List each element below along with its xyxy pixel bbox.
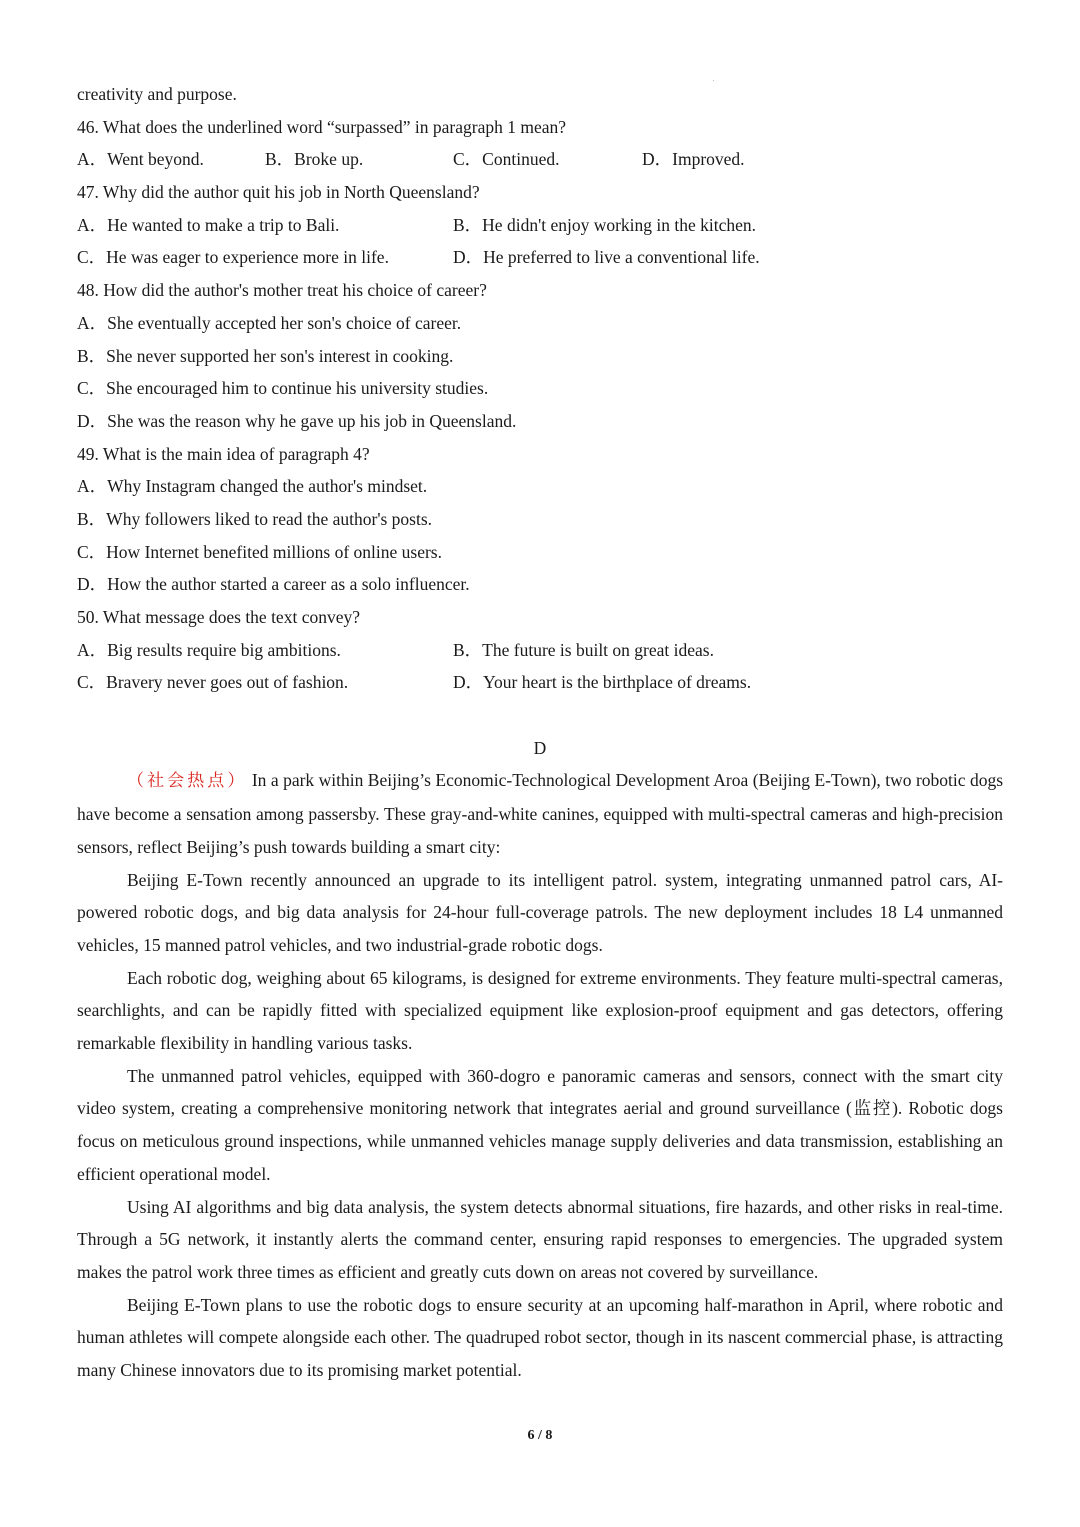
option-c: C．Continued. — [453, 149, 560, 170]
options-46 — [77, 143, 1003, 176]
passage-paragraph-5: Using AI algorithms and big data analysis, the system detects abnormal situations, fire hazards, and other risks in real-time. Through a 5G network, it instantly alerts the command center, ensuring rapid responses to emergencies. The upgraded system makes the patrol work three times as efficient and greatly cuts down on areas not covered by surveillance. — [77, 1196, 1003, 1282]
option-c: C．Bravery never goes out of fashion. — [77, 672, 349, 693]
option-c: C．How Internet benefited millions of online users. — [77, 541, 442, 562]
question-49: 49. What is the main idea of paragraph 4? — [77, 443, 370, 464]
option-c: C．She encouraged him to continue his university studies. — [77, 378, 489, 399]
passage-paragraph-3: Each robotic dog, weighing about 65 kilograms, is designed for extreme environments. They feature multi-spectral cameras, searchlights, and can be rapidly fitted with specialized equipment like explosion-proof equipment and gas detectors, offering remarkable flexibility in handling various tasks. — [77, 967, 1003, 1054]
option-d: D．How the author started a career as a solo influencer. — [77, 574, 470, 595]
passage-paragraph-1 — [77, 764, 1003, 863]
option-c: C．He was eager to experience more in life. — [77, 247, 389, 268]
question-47: 47. Why did the author quit his job in North Queensland? — [77, 182, 480, 203]
option-a: A．Went beyond. — [77, 149, 204, 170]
pre-text: creativity and purpose. — [77, 84, 237, 104]
option-a: A．She eventually accepted her son's choice of career. — [77, 312, 462, 333]
option-a: A．Big results require big ambitions. — [77, 639, 341, 660]
options-50-row2 — [77, 666, 1003, 699]
passage-paragraph-2: Beijing E-Town recently announced an upgrade to its intelligent patrol. system, integrating unmanned patrol cars, AI-powered robotic dogs, and big data analysis for 24-hour full-coverage patrols. The new deployment includes 18 L4 unmanned vehicles, 15 manned patrol vehicles, and two industrial-grade robotic dogs. — [77, 869, 1003, 955]
option-a: A．He wanted to make a trip to Bali. — [77, 214, 340, 235]
exam-page — [77, 78, 1003, 1387]
section-heading: D — [533, 737, 547, 758]
option-d: D．She was the reason why he gave up his job in Queensland. — [77, 410, 517, 431]
paragraph-text: In a park within Beijing’s Economic-Technological Development Aroa (Beijing E-Town), two robotic dogs have become a sensation among passersby. These gray-and-white canines, equipped with multi-spectral cameras and high-precision sensors, reflect Beijing’s push towards building a smart city: — [77, 770, 1004, 857]
option-b: B．The future is built on great ideas. — [453, 639, 714, 660]
question-46: 46. What does the underlined word “surpassed” in paragraph 1 mean? — [77, 116, 567, 137]
option-a: A．Why Instagram changed the author's mindset. — [77, 476, 428, 497]
option-d: D．He preferred to live a conventional life. — [453, 247, 760, 268]
option-b: B．Why followers liked to read the author's posts. — [77, 508, 433, 529]
question-48: 48. How did the author's mother treat his choice of career? — [77, 280, 487, 301]
option-b: B．He didn't enjoy working in the kitchen. — [453, 214, 757, 235]
options-47-row1 — [77, 209, 1003, 242]
passage-paragraph-6: Beijing E-Town plans to use the robotic dogs to ensure security at an upcoming half-marathon in April, where robotic and human athletes will compete alongside each other. The quadruped robot sector, though in its nascent commercial phase, is attracting many Chinese innovators due to its promising market potential. — [77, 1294, 1003, 1381]
passage-paragraph-4: The unmanned patrol vehicles, equipped with 360-dogro e panoramic cameras and sensors, connect with the smart city video system, creating a comprehensive monitoring network that integrates aerial and ground surveillance (监控). Robotic dogs focus on meticulous ground inspections, while unmanned vehicles manage supply deliveries and data transmission, establishing an efficient operational model. — [77, 1065, 1003, 1184]
option-b: B．She never supported her son's interest in cooking. — [77, 345, 454, 366]
options-47-row2 — [77, 241, 1003, 274]
option-d: D．Your heart is the birthplace of dreams. — [453, 672, 752, 693]
page-number: 6 / 8 — [527, 1428, 553, 1443]
question-50: 50. What message does the text convey? — [77, 607, 360, 627]
option-d: D．Improved. — [642, 149, 745, 170]
option-b: B．Broke up. — [265, 149, 364, 170]
topic-tag: （社会热点） — [127, 771, 248, 792]
options-50-row1 — [77, 634, 1003, 667]
